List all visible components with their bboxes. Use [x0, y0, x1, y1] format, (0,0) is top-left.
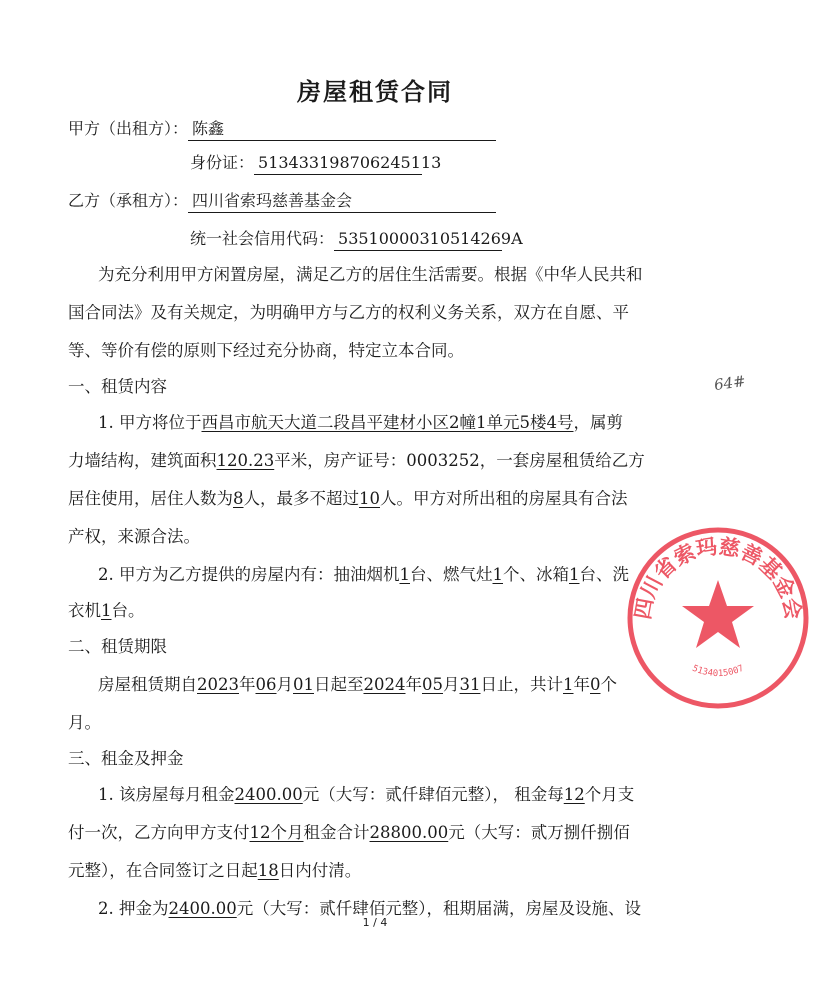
seal-org-text: 四川省索玛慈善基金会	[630, 534, 806, 622]
document-title: 房屋租赁合同	[297, 78, 453, 106]
seal-code-text: 5134015007	[690, 663, 746, 680]
monthly-rent: 2400.00	[234, 785, 303, 804]
range-hood-count: 1	[399, 565, 410, 584]
section-3-heading: 三、租金及押金	[68, 749, 184, 768]
end-month: 05	[422, 675, 443, 694]
party-a-id-label: 身份证：	[190, 153, 255, 172]
deposit-amount: 2400.00	[168, 899, 237, 918]
section-3-item-1-line-1: 1. 该房屋每月租金2400.00元（大写：贰仟肆佰元整）， 租金每12个月支	[98, 785, 635, 804]
intro-line-2: 国合同法》及有关规定，为明确甲方与乙方的权利义务关系，双方在自愿、平	[68, 303, 629, 322]
page-number: 1 / 4	[362, 916, 388, 929]
fridge-count: 1	[569, 565, 580, 584]
party-b-line	[68, 190, 496, 213]
start-year: 2023	[197, 675, 239, 694]
seal-star-icon	[682, 580, 754, 648]
party-b-credit-code: 53510000310514269A	[334, 228, 502, 251]
start-month: 06	[255, 675, 277, 694]
gas-stove-count: 1	[492, 565, 503, 584]
handwritten-note: 64#	[712, 371, 747, 395]
start-day: 01	[293, 675, 314, 694]
section-1-item-2-line-1: 2. 甲方为乙方提供的房屋内有：抽油烟机1台、燃气灶1个、冰箱1台、洗	[98, 565, 629, 584]
party-a-label: 甲方（出租方）：	[68, 119, 189, 138]
section-1-item-2-line-2: 衣机1台。	[68, 601, 145, 620]
section-3-item-1-line-2: 付一次，乙方向甲方支付12个月租金合计28800.00元（大写：贰万捌仟捌佰	[68, 823, 630, 842]
section-1-item-1-line-1: 1. 甲方将位于西昌市航天大道二段昌平建材小区2幢1单元5楼4号，属剪	[98, 413, 623, 432]
term-months: 0	[590, 675, 601, 694]
washer-count: 1	[101, 601, 112, 620]
section-1-item-1-line-3: 居住使用，居住人数为8人，最多不超过10人。甲方对所出租的房屋具有合法	[68, 489, 628, 508]
section-1-heading: 一、租赁内容	[68, 377, 167, 396]
total-rent: 28800.00	[369, 823, 449, 842]
payment-days: 18	[257, 861, 279, 880]
end-day: 31	[459, 675, 481, 694]
party-b-label: 乙方（承租方）：	[68, 191, 189, 210]
resident-count: 8	[233, 489, 244, 508]
party-b-credit-label: 统一社会信用代码：	[190, 229, 335, 248]
payment-period: 12	[563, 785, 585, 804]
section-3-item-1-line-3: 元整），在合同签订之日起18日内付清。	[68, 861, 362, 880]
intro-line-1: 为充分利用甲方闲置房屋，满足乙方的居住生活需要。根据《中华人民共和	[98, 265, 643, 284]
section-3-item-2-line-1: 2. 押金为2400.00元（大写：贰仟肆佰元整），租期届满，房屋及设施、设	[98, 899, 641, 918]
party-a-id-number: 513433198706245113	[254, 152, 422, 175]
term-years: 1	[563, 675, 574, 694]
lease-term-line: 房屋租赁期自2023年06月01日起至2024年05月31日止，共计1年0个	[98, 675, 617, 694]
max-resident-count: 10	[359, 489, 380, 508]
floor-area: 120.23	[216, 451, 275, 470]
lease-term-line-2: 月。	[68, 713, 101, 732]
section-2-heading: 二、租赁期限	[68, 637, 167, 656]
party-a-id-line	[190, 152, 442, 175]
party-a-name: 陈鑫	[188, 118, 496, 141]
party-a-line	[68, 118, 496, 141]
party-b-credit-line	[190, 228, 523, 251]
intro-line-3: 等、等价有偿的原则下经过充分协商，特定立本合同。	[68, 341, 464, 360]
section-1-item-1-line-2: 力墙结构，建筑面积120.23平米，房产证号：0003252，一套房屋租赁给乙方	[68, 451, 645, 470]
property-address: 西昌市航天大道二段昌平建材小区2幢1单元5楼4号	[201, 413, 574, 432]
end-year: 2024	[363, 675, 406, 694]
party-b-name: 四川省索玛慈善基金会	[188, 190, 496, 213]
property-cert-number: 0003252	[406, 451, 480, 470]
official-seal	[618, 518, 818, 718]
paid-months: 12个月	[249, 823, 304, 842]
section-1-item-1-line-4: 产权，来源合法。	[68, 527, 200, 546]
